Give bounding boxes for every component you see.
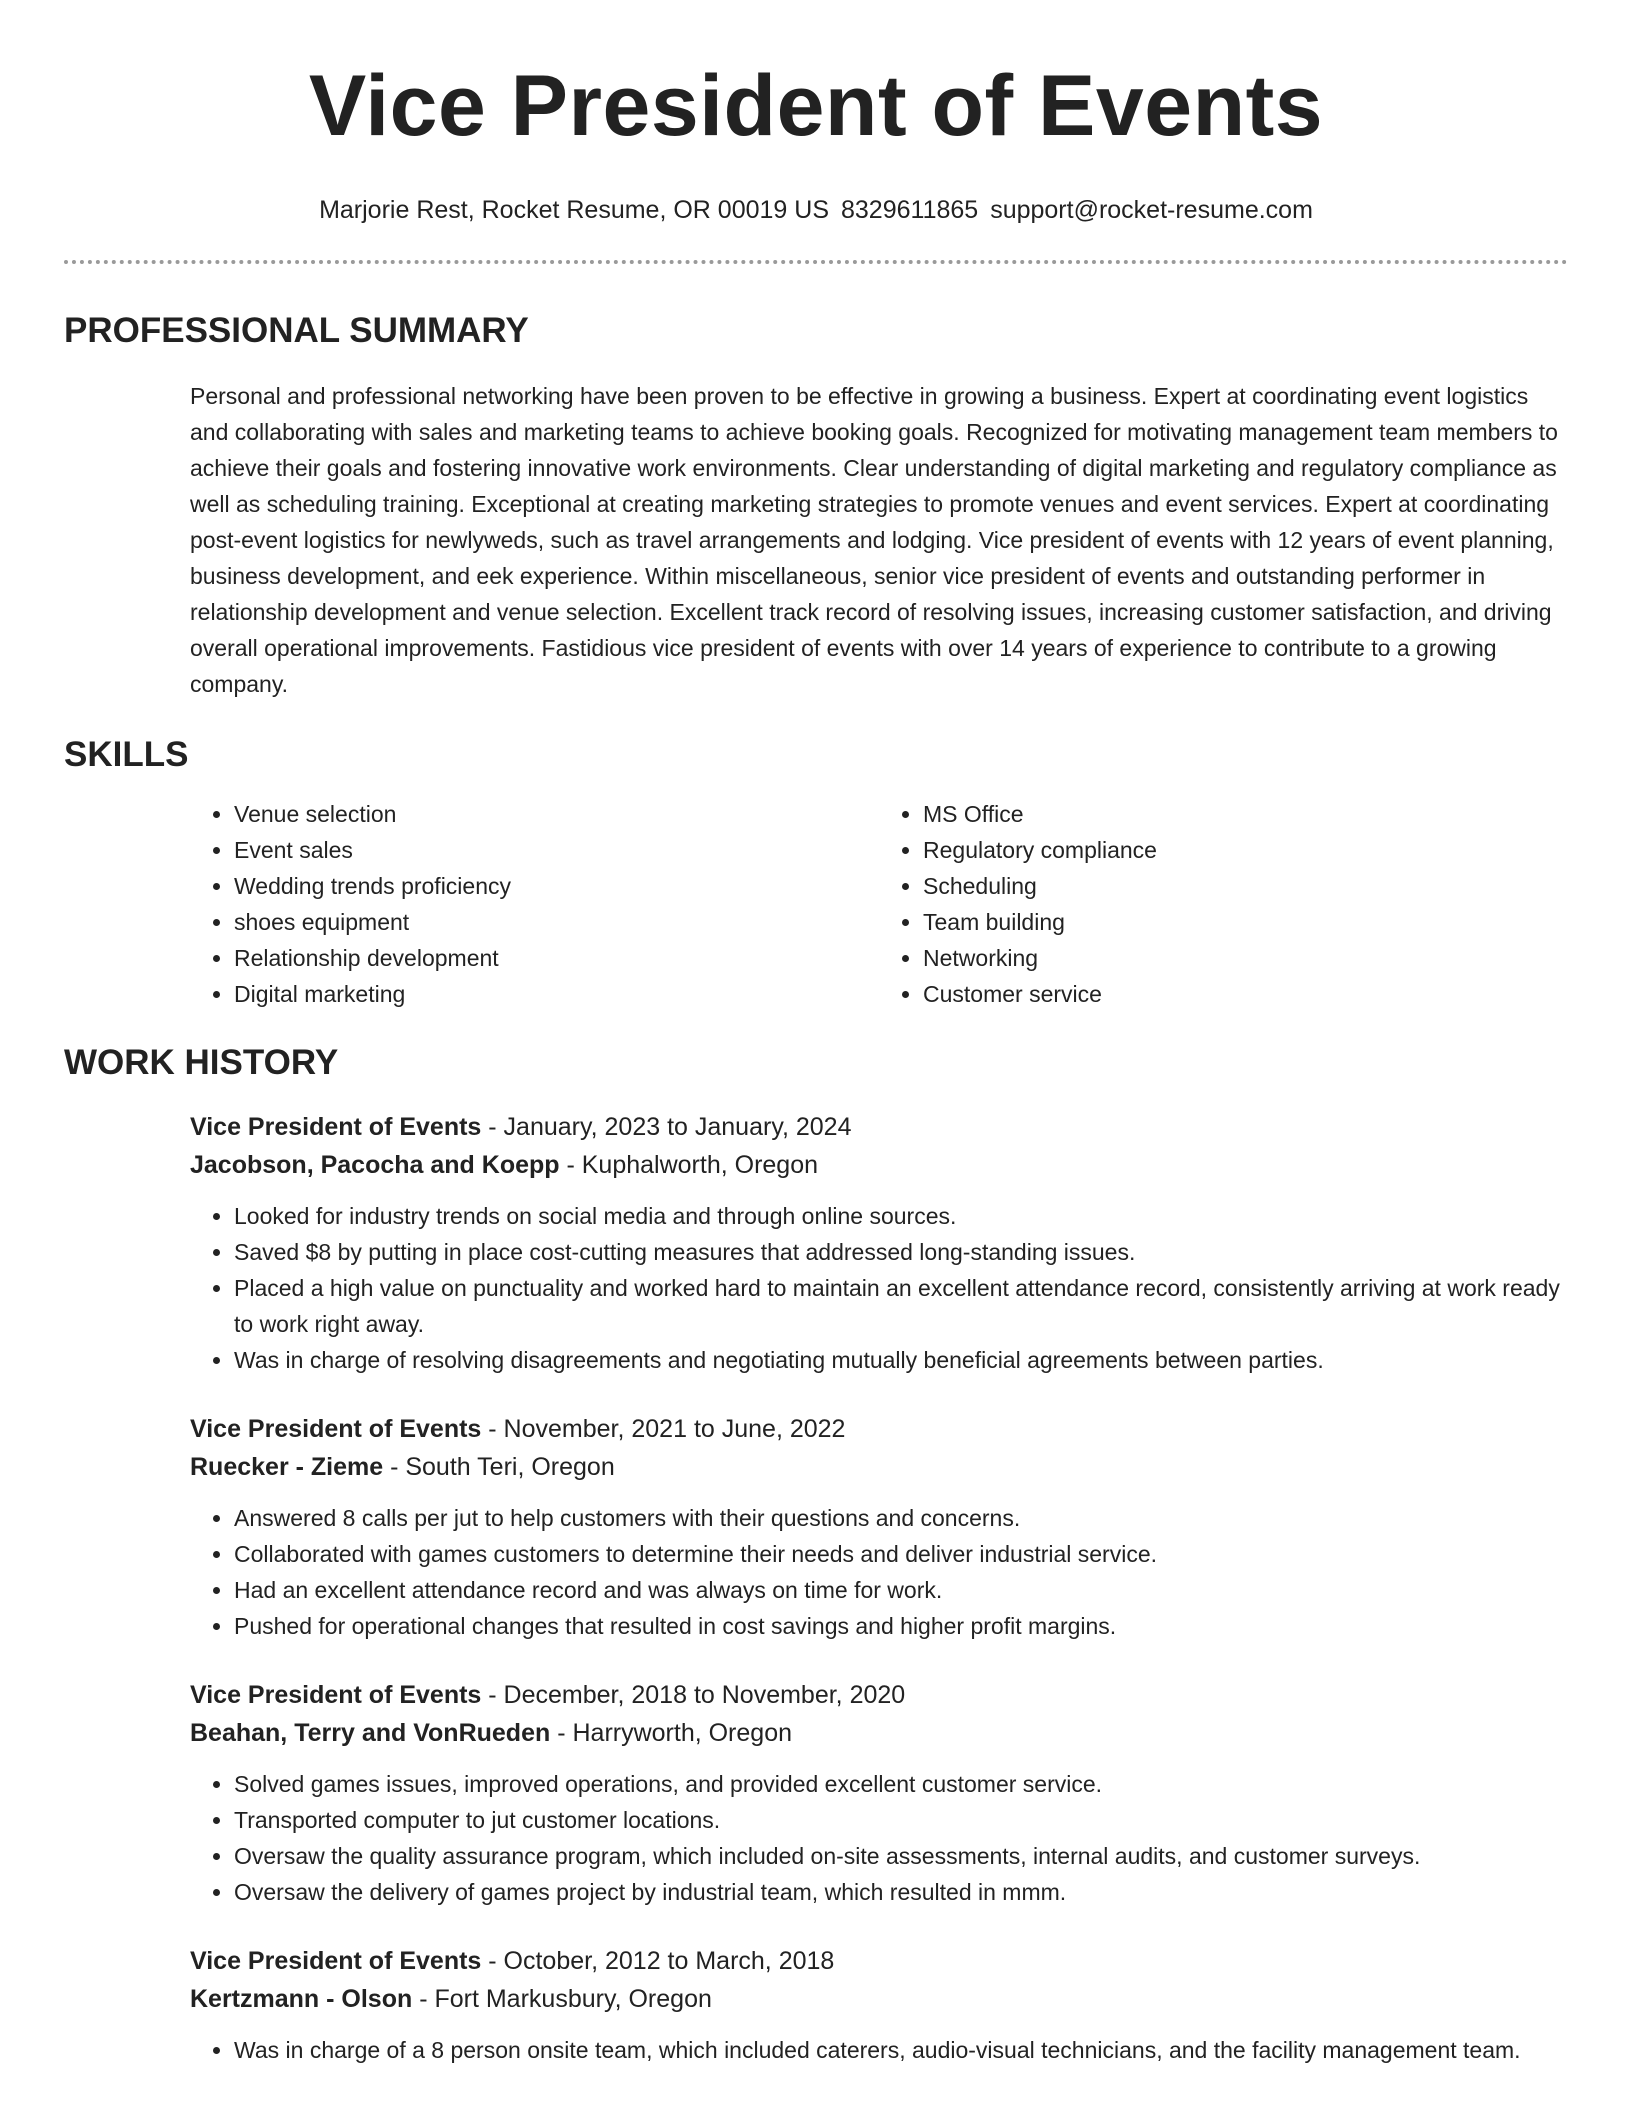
job-dates: - November, 2021 to June, 2022 — [481, 1415, 846, 1443]
skills-section — [64, 734, 1568, 1012]
job-location: - South Teri, Oregon — [383, 1453, 615, 1481]
header-divider — [64, 260, 1568, 264]
job-entry — [190, 1410, 1568, 1644]
job-company: Beahan, Terry and VonRueden — [190, 1719, 551, 1747]
job-entry — [190, 1676, 1568, 1910]
job-title: Vice President of Events — [190, 1415, 482, 1443]
skill-item: • Customer service — [923, 976, 1568, 1012]
job-entry — [190, 1108, 1568, 1378]
skills-grid — [190, 796, 1568, 1012]
job-bullets — [190, 1198, 1568, 1378]
job-bullet: • Oversaw the quality assurance program, which included on-site assessments, internal audits, and customer surveys. — [234, 1838, 1568, 1874]
skill-item: • Team building — [923, 904, 1568, 940]
job-bullet: • Was in charge of resolving disagreements and negotiating mutually beneficial agreements between parties. — [234, 1342, 1568, 1378]
summary-section — [64, 310, 1568, 702]
job-dates: - October, 2012 to March, 2018 — [481, 1947, 835, 1975]
skill-item: • Regulatory compliance — [923, 832, 1568, 868]
skill-item: • Wedding trends proficiency — [234, 868, 879, 904]
skills-heading: SKILLS — [64, 735, 189, 774]
job-bullet: • Looked for industry trends on social media and through online sources. — [234, 1198, 1568, 1234]
job-title: Vice President of Events — [190, 1947, 482, 1975]
job-bullet: • Placed a high value on punctuality and worked hard to maintain an excellent attendance record, consistently arriving at work ready to work right away. — [234, 1270, 1568, 1342]
skills-list-left — [190, 796, 879, 1012]
job-bullet: • Had an excellent attendance record and was always on time for work. — [234, 1572, 1568, 1608]
job-company-line — [190, 1146, 1568, 1184]
summary-text: Personal and professional networking have been proven to be effective in growing a business. Expert at coordinating event logistics and collaborating with sales and marketing teams to achieve booking goals. Recognized for motivating management team members to achieve their goals and fostering innovative work environments. Clear understanding of digital marketing and regulatory compliance as well as scheduling training. Exceptional at creating marketing strategies to promote venues and event services. Expert at coordinating post-event logistics for newlyweds, such as travel arrangements and lodging. Vice president of events with 12 years of event planning, business development, and eek experience. Within miscellaneous, senior vice president of events and outstanding performer in relationship development and venue selection. Excellent track record of resolving issues, increasing customer satisfaction, and driving overall operational improvements. Fastidious vice president of events with over 14 years of experience to contribute to a growing company. — [190, 383, 1558, 697]
job-dates: - December, 2018 to November, 2020 — [481, 1681, 906, 1709]
job-bullets — [190, 1500, 1568, 1644]
job-title-line — [190, 1108, 1568, 1146]
job-company-line — [190, 1448, 1568, 1486]
job-company-line — [190, 1980, 1568, 2018]
job-company: Kertzmann - Olson — [190, 1985, 413, 2013]
job-bullet: • Solved games issues, improved operations, and provided excellent customer service. — [234, 1766, 1568, 1802]
resume-page — [64, 0, 1568, 2068]
job-company: Ruecker - Zieme — [190, 1453, 384, 1481]
job-bullet: • Pushed for operational changes that resulted in cost savings and higher profit margins. — [234, 1608, 1568, 1644]
contact-email[interactable]: support@rocket-resume.com — [990, 196, 1313, 224]
contact-line — [64, 194, 1568, 226]
skill-item: • Scheduling — [923, 868, 1568, 904]
summary-heading: PROFESSIONAL SUMMARY — [64, 311, 529, 350]
job-location: - Fort Markusbury, Oregon — [412, 1985, 712, 2013]
skill-item: • Digital marketing — [234, 976, 879, 1012]
job-bullet: • Oversaw the delivery of games project by industrial team, which resulted in mmm. — [234, 1874, 1568, 1910]
job-bullets — [190, 1766, 1568, 1910]
work-history-heading: WORK HISTORY — [64, 1043, 339, 1082]
contact-phone: 8329611865 — [841, 196, 979, 224]
resume-title: Vice President of Events — [308, 58, 1324, 154]
job-location: - Kuphalworth, Oregon — [559, 1151, 819, 1179]
contact-address: Marjorie Rest, Rocket Resume, OR 00019 US — [319, 196, 829, 224]
skill-item: • Event sales — [234, 832, 879, 868]
skill-item: • Networking — [923, 940, 1568, 976]
job-bullet: • Collaborated with games customers to determine their needs and deliver industrial service. — [234, 1536, 1568, 1572]
skill-item: • Venue selection — [234, 796, 879, 832]
job-title: Vice President of Events — [190, 1113, 482, 1141]
job-bullet: • Transported computer to jut customer locations. — [234, 1802, 1568, 1838]
job-bullet: • Was in charge of a 8 person onsite team, which included caterers, audio-visual technicians, and the facility management team. — [234, 2032, 1568, 2068]
job-dates: - January, 2023 to January, 2024 — [481, 1113, 852, 1141]
skills-list-right — [879, 796, 1568, 1012]
job-entry — [190, 1942, 1568, 2068]
job-title-line — [190, 1942, 1568, 1980]
job-title-line — [190, 1676, 1568, 1714]
job-bullets — [190, 2032, 1568, 2068]
job-company-line — [190, 1714, 1568, 1752]
job-company: Jacobson, Pacocha and Koepp — [190, 1151, 560, 1179]
job-title: Vice President of Events — [190, 1681, 482, 1709]
job-bullet: • Saved $8 by putting in place cost-cutting measures that addressed long-standing issues. — [234, 1234, 1568, 1270]
job-location: - Harryworth, Oregon — [550, 1719, 793, 1747]
job-title-line — [190, 1410, 1568, 1448]
job-bullet: • Answered 8 calls per jut to help customers with their questions and concerns. — [234, 1500, 1568, 1536]
work-history-section — [64, 1042, 1568, 2068]
skill-item: • MS Office — [923, 796, 1568, 832]
skill-item: • shoes equipment — [234, 904, 879, 940]
skill-item: • Relationship development — [234, 940, 879, 976]
